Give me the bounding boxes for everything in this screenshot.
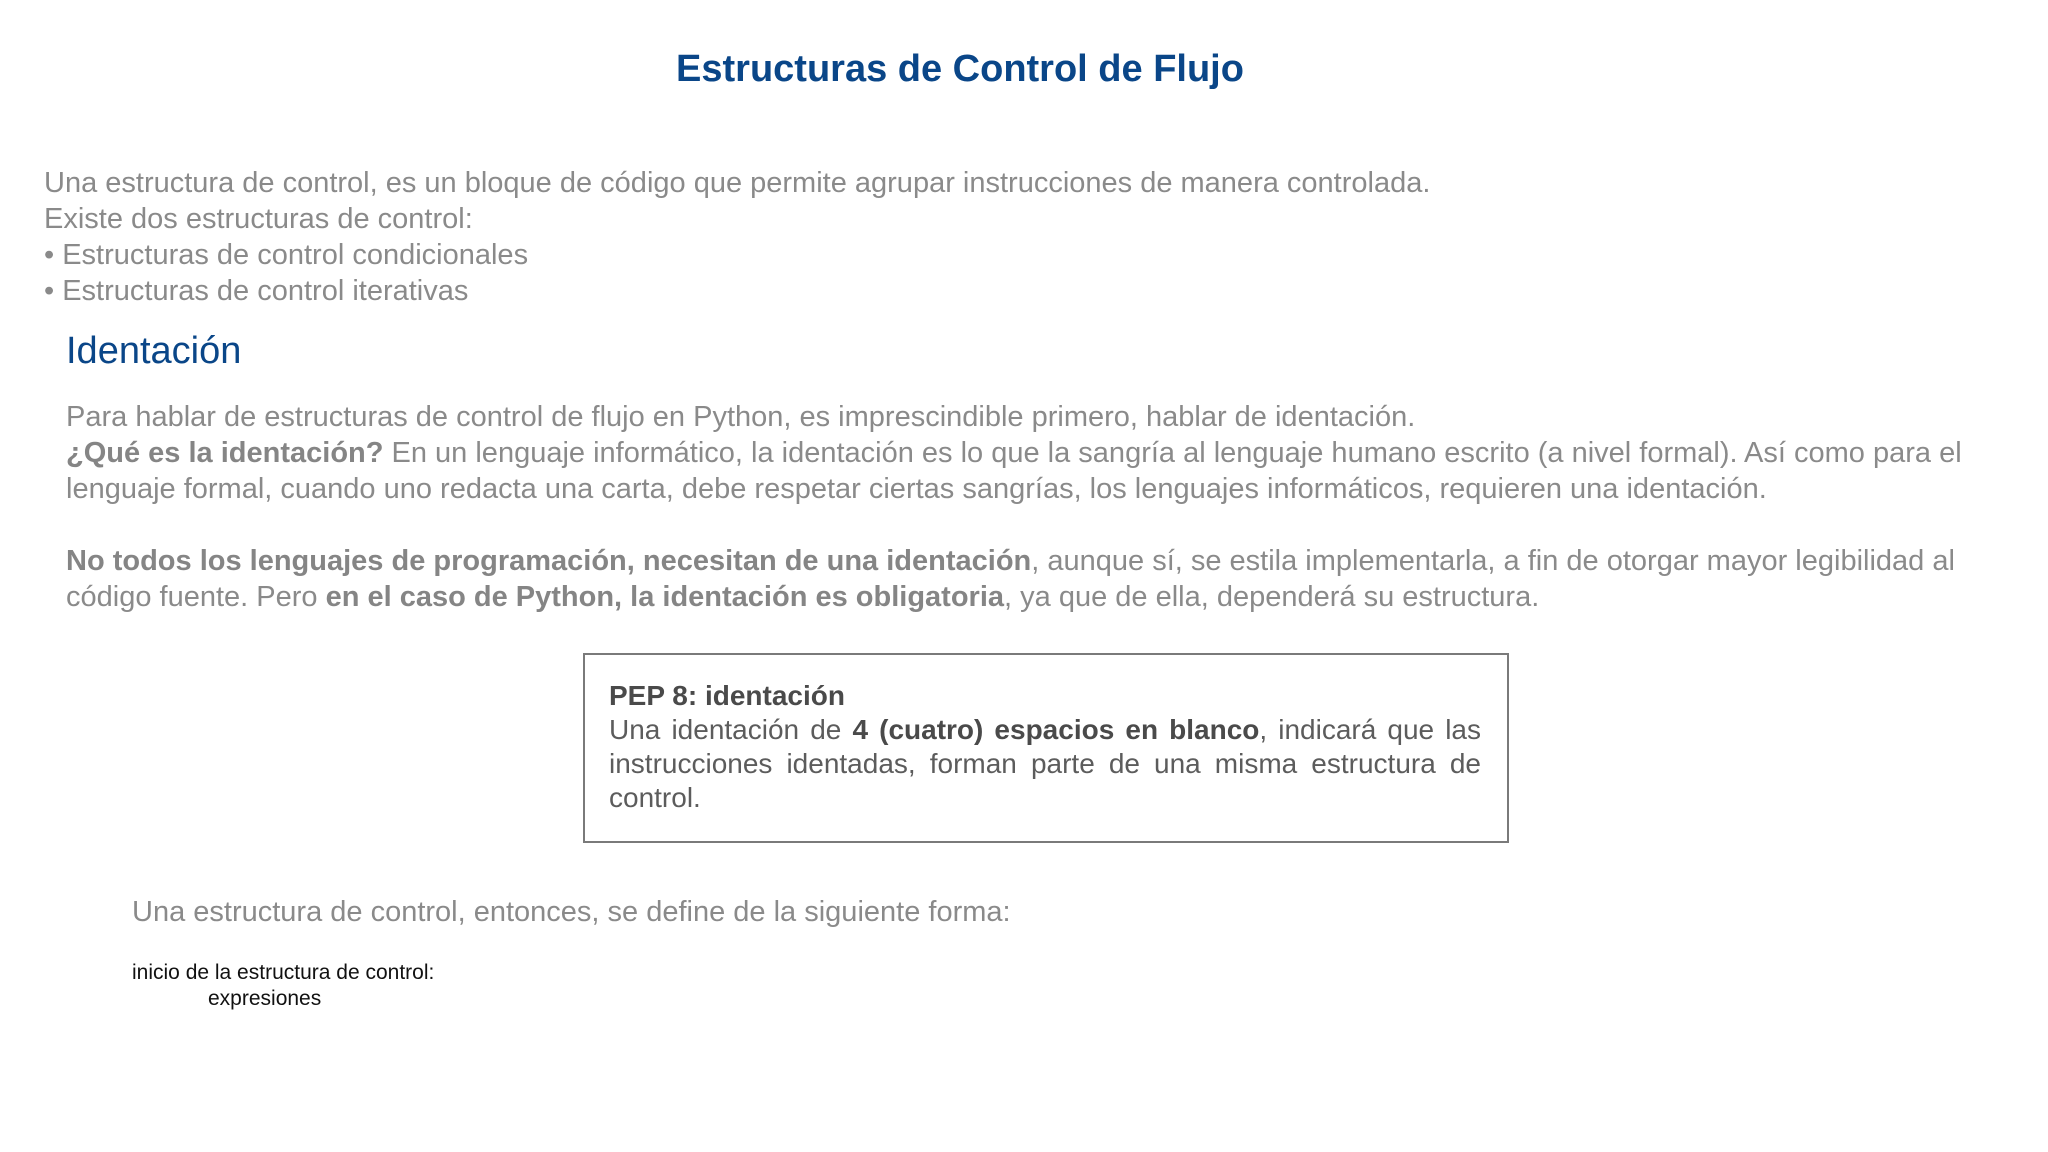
intro-types-label: Existe dos estructuras de control: <box>44 203 473 235</box>
identacion-paragraph-1: Para hablar de estructuras de control de flujo en Python, es imprescindible primero, hablar de identación. <box>66 401 1416 433</box>
intro-block <box>44 165 1944 309</box>
definition-intro: Una estructura de control, entonces, se define de la siguiente forma: <box>132 896 1011 928</box>
intro-bullet-conditional: • Estructuras de control condicionales <box>44 239 529 271</box>
identacion-paragraph-3 <box>66 543 2036 615</box>
pep8-note-text-2: , indicará que las instrucciones identadas, forman parte de una misma estructura de control. <box>609 714 1481 813</box>
pep8-note-text-1: Una identación de <box>609 714 853 745</box>
section-heading-identacion: Identación <box>66 330 242 372</box>
identacion-question: ¿Qué es la identación? <box>66 437 384 469</box>
identacion-paragraph-2 <box>66 435 2036 507</box>
code-example-line-1: inicio de la estructura de control: <box>132 961 435 984</box>
identacion-emphasis-1: No todos los lenguajes de programación, necesitan de una identación <box>66 545 1032 577</box>
identacion-text-2: , ya que de ella, dependerá su estructura. <box>1004 581 1540 613</box>
intro-definition: Una estructura de control, es un bloque de código que permite agrupar instrucciones de manera controlada. <box>44 167 1431 199</box>
intro-bullet-iterative: • Estructuras de control iterativas <box>44 275 469 307</box>
pep8-note-box <box>583 653 1509 843</box>
pep8-note-title: PEP 8: identación <box>609 680 845 711</box>
pep8-note-body <box>609 713 1481 815</box>
identacion-answer: En un lenguaje informático, la identación es lo que la sangría al lenguaje humano escrito (a nivel formal). Así como para el lenguaje formal, cuando uno redacta una carta, debe respetar ciertas sangrías, los lenguajes informáticos, requieren una identación. <box>66 437 1962 505</box>
pep8-note-emphasis: 4 (cuatro) espacios en blanco <box>852 714 1260 745</box>
identacion-emphasis-2: en el caso de Python, la identación es obligatoria <box>325 581 1005 613</box>
code-example-line-2: expresiones <box>208 987 322 1010</box>
identacion-text-1: , aunque sí, se estila implementarla, a fin de otorgar mayor legibilidad al código fuente. Pero <box>66 545 1955 613</box>
page-title: Estructuras de Control de Flujo <box>676 48 1244 90</box>
